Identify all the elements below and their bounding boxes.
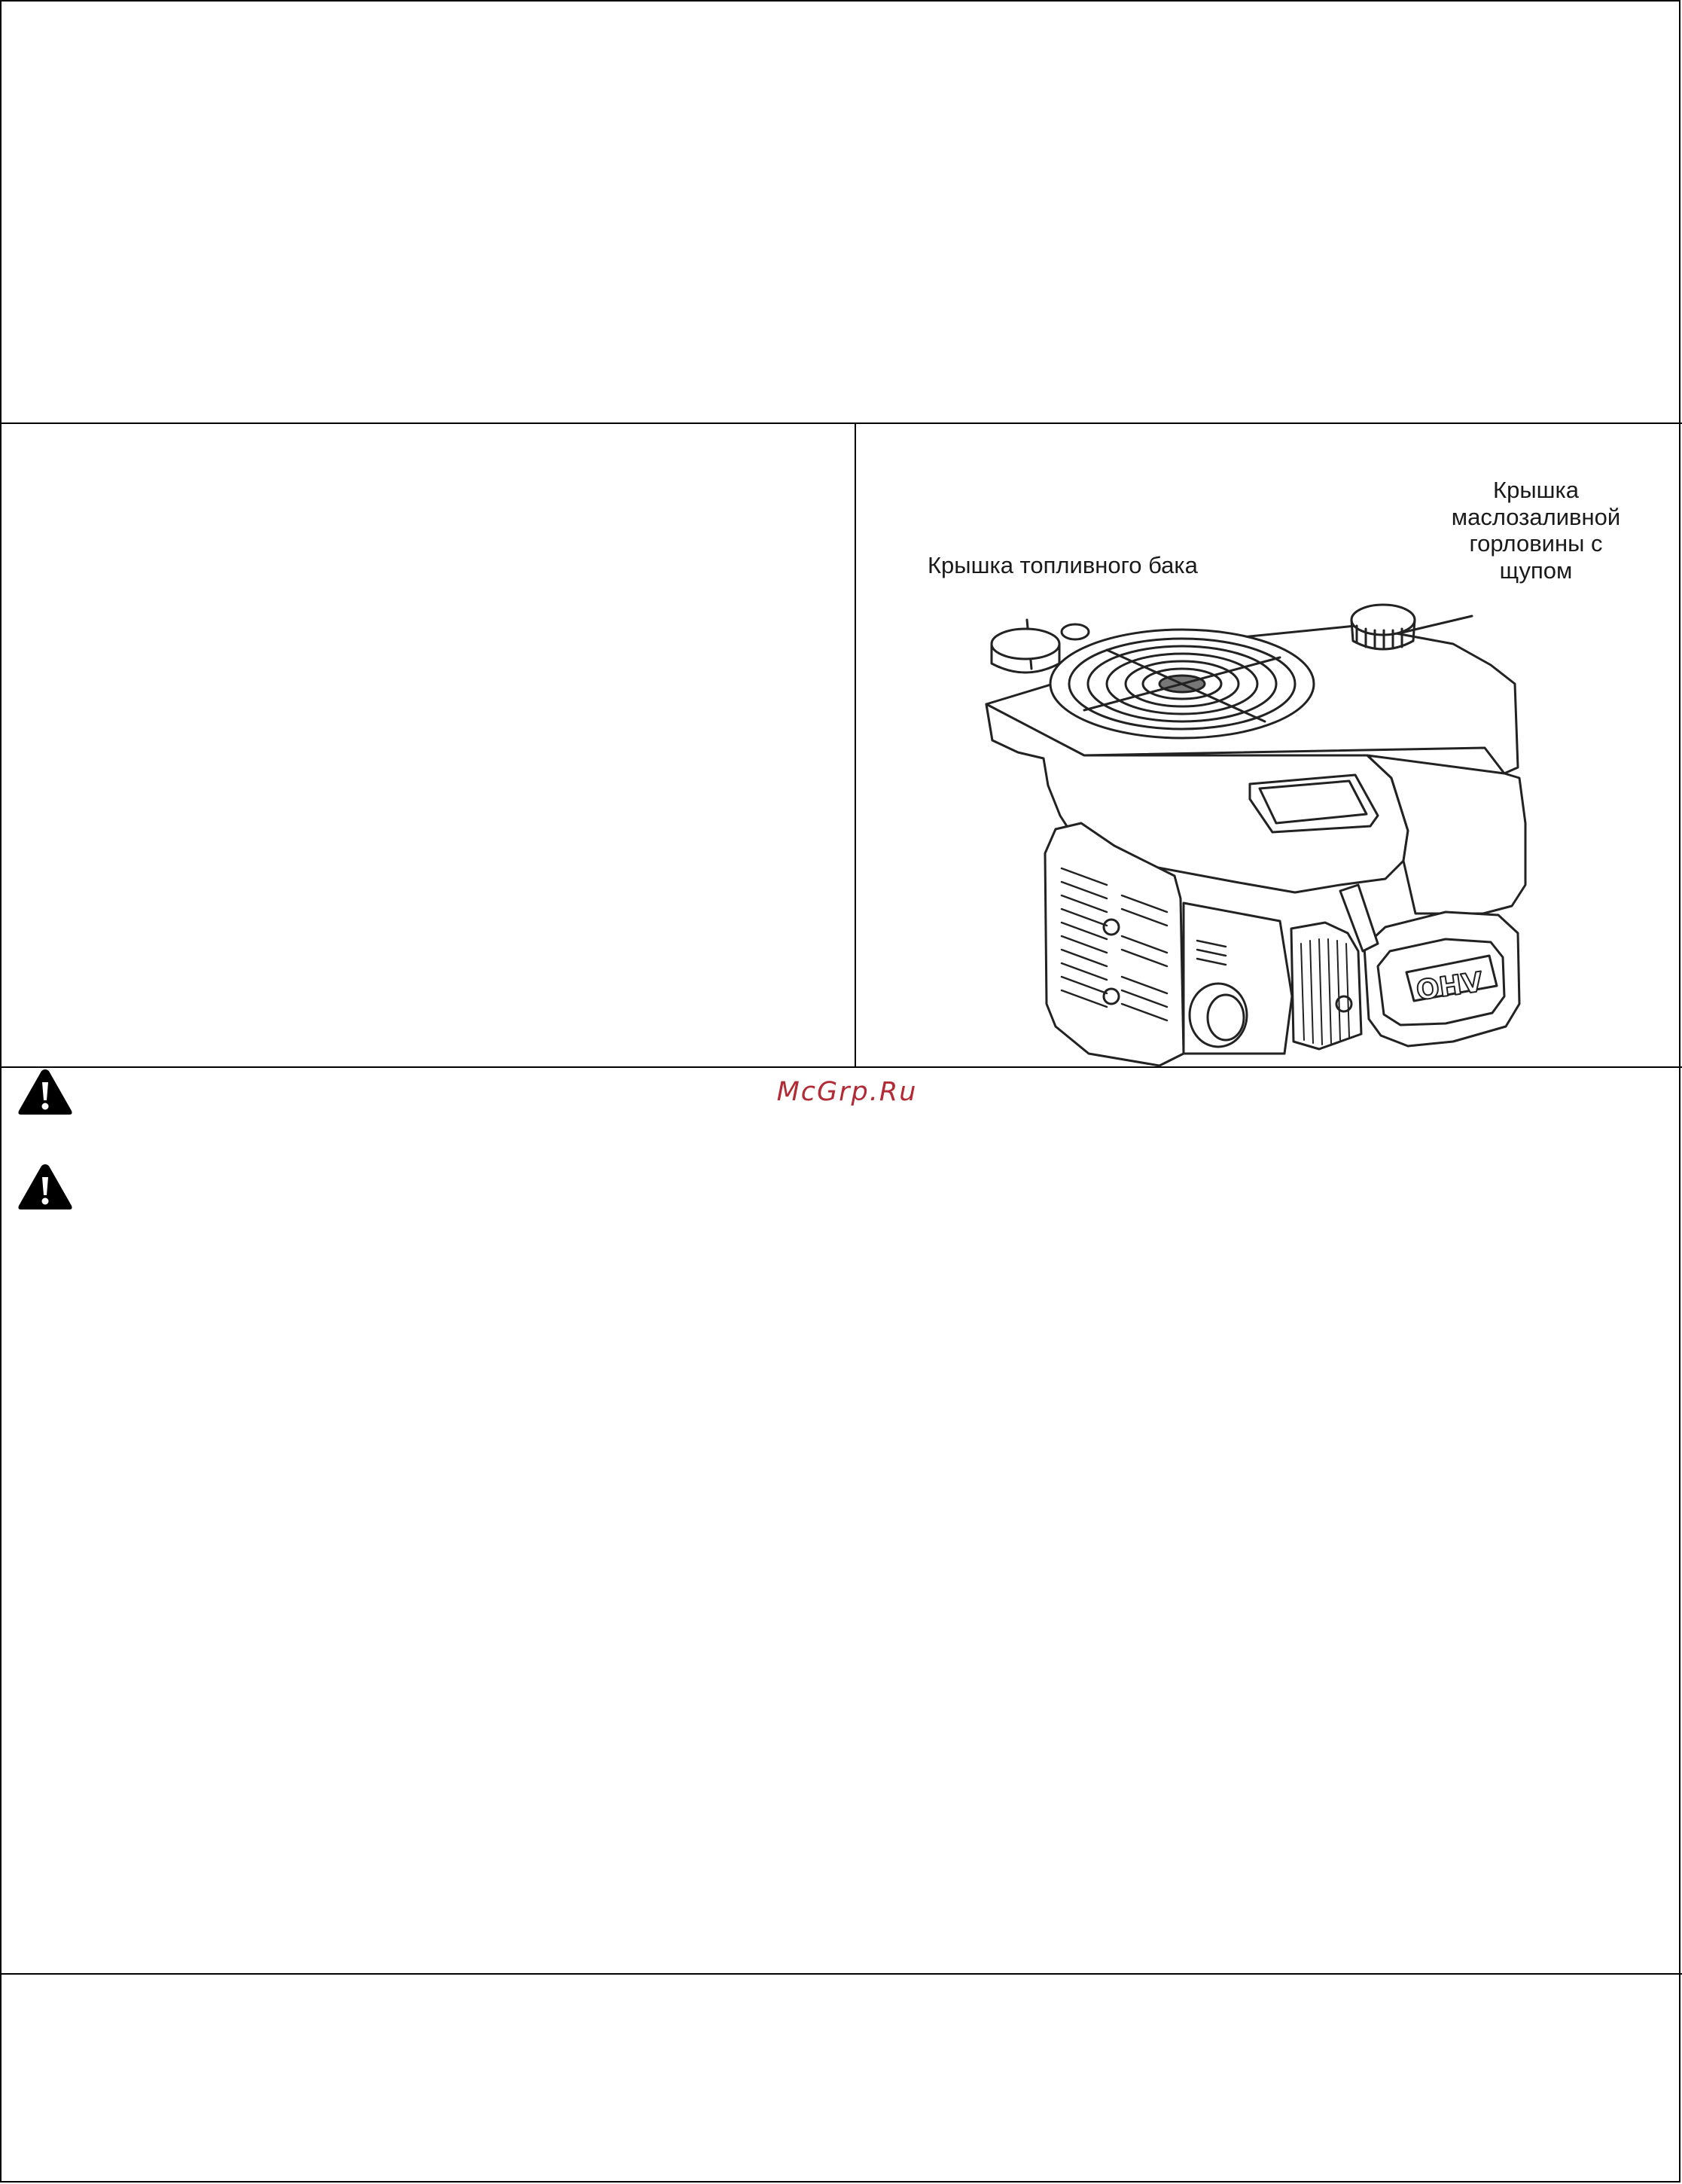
oil-cap-callout-line-1: Крышка <box>1493 477 1579 503</box>
oil-cap-callout-line-4: щупом <box>1499 557 1573 584</box>
engine-drawing <box>858 424 1679 1068</box>
oil-cap-callout-line-2: маслозаливной <box>1451 503 1621 530</box>
text-column-section <box>0 424 855 1066</box>
fuel-cap <box>992 629 1059 659</box>
warnings-section <box>0 1068 1682 1973</box>
header-section <box>0 0 1682 422</box>
footer-section <box>0 1975 1682 2182</box>
engine-ohv-label: OHV <box>1414 966 1485 1007</box>
engine-figure <box>858 424 1679 1068</box>
oil-cap-callout-line-3: горловины с <box>1469 530 1603 557</box>
fuel-cap-callout: Крышка топливного бака <box>928 552 1198 578</box>
watermark: McGrp.Ru <box>776 1077 918 1107</box>
divider-vertical <box>855 422 856 1068</box>
